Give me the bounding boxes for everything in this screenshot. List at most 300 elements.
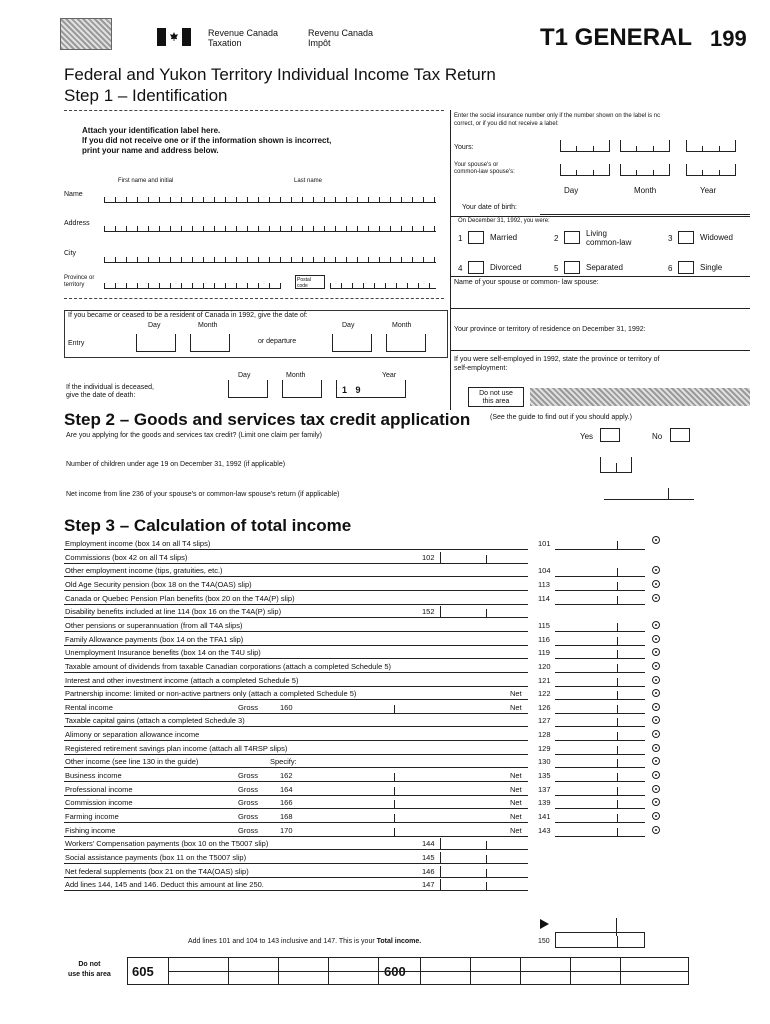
line-number: 104 <box>538 566 551 575</box>
char-tick <box>181 257 182 263</box>
agency-name-fr: Revenu Canada Impôt <box>308 28 374 48</box>
line-number: 141 <box>538 812 551 821</box>
circle-bullet-icon <box>652 757 660 765</box>
step1-title: Step 1 – Identification <box>64 86 228 105</box>
char-tick <box>214 197 215 203</box>
circle-bullet-icon <box>652 812 660 820</box>
char-tick <box>379 257 380 263</box>
line-104-amount[interactable] <box>555 565 645 577</box>
char-tick <box>401 197 402 203</box>
char-tick <box>181 226 182 232</box>
death-month-caption: Month <box>286 372 306 379</box>
char-tick <box>324 197 325 203</box>
spouse-net-income-field[interactable] <box>604 499 694 500</box>
line-number: 126 <box>538 703 551 712</box>
char-tick <box>280 197 281 203</box>
char-tick <box>429 283 430 289</box>
dob-month-caption: Month <box>634 186 657 195</box>
do-not-use-label: Do not use this area <box>468 387 524 407</box>
net-label: Net <box>510 703 522 712</box>
char-tick <box>423 226 424 232</box>
gross-line-number: 160 <box>280 703 293 712</box>
dob-year-caption: Year <box>700 186 717 195</box>
total-income-field[interactable] <box>555 932 645 948</box>
income-row-label: Other income (see line 130 in the guide) <box>64 756 528 768</box>
step3-title: Step 3 – Calculation of total income <box>64 516 352 535</box>
income-row-label: Canada or Quebec Pension Plan benefits (box 20 on the T4A(P) slip) <box>64 593 528 605</box>
gst-no-label: No <box>652 432 663 441</box>
circle-bullet-icon <box>652 785 660 793</box>
line-number: 119 <box>538 648 550 657</box>
char-tick <box>137 226 138 232</box>
char-tick <box>341 283 342 289</box>
char-tick <box>192 257 193 263</box>
spouse-sin-field-1[interactable] <box>560 164 610 176</box>
spouse-sin-label: Your spouse's or common-law spouse's: <box>454 162 515 175</box>
sin-note: Enter the social insurance number only if the number shown on the label is nc correct, or if you did not receive a label: <box>454 113 661 127</box>
char-tick <box>291 257 292 263</box>
char-tick <box>346 257 347 263</box>
line-119-amount[interactable] <box>555 647 645 659</box>
char-tick <box>396 283 397 289</box>
net-label: Net <box>510 689 522 698</box>
line-number: 116 <box>538 635 550 644</box>
postal-code-field[interactable] <box>330 288 436 289</box>
cell-divider <box>168 971 689 972</box>
char-tick <box>357 226 358 232</box>
char-tick <box>192 226 193 232</box>
char-tick <box>247 283 248 289</box>
char-tick <box>434 197 435 203</box>
char-tick <box>148 257 149 263</box>
inner-line-number: 145 <box>422 853 435 862</box>
char-tick <box>269 197 270 203</box>
char-tick <box>203 283 204 289</box>
char-tick <box>269 226 270 232</box>
name-label: Name <box>64 191 83 198</box>
marital-checkbox-married[interactable] <box>468 231 484 244</box>
address-field[interactable] <box>104 231 436 232</box>
char-tick <box>302 257 303 263</box>
city-label: City <box>64 250 77 257</box>
postal-code-caption: Postal code <box>295 275 325 289</box>
char-tick <box>702 146 703 152</box>
net-label: Net <box>510 785 522 794</box>
char-tick <box>225 257 226 263</box>
line-120-amount[interactable] <box>555 661 645 673</box>
gross-line-number: 168 <box>280 812 293 821</box>
char-tick <box>126 197 127 203</box>
deceased-label: If the individual is deceased, give the date of death: <box>66 384 154 399</box>
line-number: 121 <box>538 676 551 685</box>
gross-label: Gross <box>238 798 259 807</box>
agency-name-en: Revenue Canada Taxation <box>208 28 279 48</box>
line-130-amount[interactable] <box>555 756 645 768</box>
char-tick <box>170 226 171 232</box>
income-row-label: Partnership income: limited or non-active partners only (attach a completed Schedule 5) <box>64 688 528 700</box>
char-tick <box>379 226 380 232</box>
char-tick <box>412 197 413 203</box>
spouse-net-income-label: Net income from line 236 of your spouse's or common-law spouse's return (if applicable) <box>66 491 340 498</box>
char-tick <box>203 197 204 203</box>
income-row-label: Old Age Security pension (box 18 on the T4A(OAS) slip) <box>64 579 528 591</box>
income-row-label: Net federal supplements (box 21 on the T4A(OAS) slip) <box>64 866 528 878</box>
marital-option-number: 2 <box>554 234 559 243</box>
char-tick <box>126 257 127 263</box>
line-113-amount[interactable] <box>555 579 645 591</box>
marital-checkbox-single[interactable] <box>678 261 694 274</box>
char-tick <box>236 283 237 289</box>
char-tick <box>137 197 138 203</box>
char-tick <box>214 257 215 263</box>
char-tick <box>593 170 594 176</box>
gst-question: Are you applying for the goods and services tax credit? (Limit one claim per family) <box>66 432 323 439</box>
death-day-caption: Day <box>238 372 251 379</box>
line-116-amount[interactable] <box>555 634 645 646</box>
line-121-amount[interactable] <box>555 675 645 687</box>
char-tick <box>313 257 314 263</box>
char-tick <box>236 257 237 263</box>
income-row-label: Fishing income <box>64 825 528 837</box>
char-tick <box>357 197 358 203</box>
death-month-field[interactable] <box>282 380 322 398</box>
death-year-prefill: 1 9 <box>342 385 364 395</box>
income-row-label: Disability benefits included at line 114 (box 16 on the T4A(P) slip) <box>64 606 528 618</box>
char-tick <box>181 197 182 203</box>
char-tick <box>423 257 424 263</box>
line-number: 114 <box>538 594 550 603</box>
total-income-instruction: Add lines 101 and 104 to 143 inclusive and 147. This is your Total income. <box>188 938 422 945</box>
char-tick <box>280 283 281 289</box>
inner-line-number: 147 <box>422 880 435 889</box>
income-row-label: Workers' Compensation payments (box 10 on the T5007 slip) <box>64 838 528 850</box>
office-code-605: 605 <box>132 964 154 979</box>
line-137-amount[interactable] <box>555 784 645 796</box>
char-tick <box>702 170 703 176</box>
char-tick <box>148 283 149 289</box>
char-tick <box>434 257 435 263</box>
income-row-label: Interest and other investment income (attach a completed Schedule 5) <box>64 675 528 687</box>
gst-yes-label: Yes <box>580 432 594 441</box>
marital-option-number: 5 <box>554 264 559 273</box>
circle-bullet-icon <box>652 716 660 724</box>
char-tick <box>104 283 105 289</box>
self-employment-label: If you were self-employed in 1992, state the province or territory of self-employment: <box>454 356 660 372</box>
char-tick <box>148 197 149 203</box>
gross-label: Gross <box>238 826 259 835</box>
income-row-label: Other employment income (tips, gratuities, etc.) <box>64 565 528 577</box>
line-127-amount[interactable] <box>555 715 645 727</box>
form-code: T1 GENERAL <box>540 24 693 51</box>
char-tick <box>192 197 193 203</box>
char-tick <box>148 226 149 232</box>
line-101-amount[interactable] <box>555 538 645 550</box>
income-row-label: Professional income <box>64 784 528 796</box>
spouse-sin-field-2[interactable] <box>620 164 670 176</box>
line-129-amount[interactable] <box>555 743 645 755</box>
marital-option-label: Widowed <box>700 233 733 242</box>
char-tick <box>434 226 435 232</box>
income-row-label: Taxable capital gains (attach a completed Schedule 3) <box>64 715 528 727</box>
gross-amount-divider <box>394 800 395 809</box>
circle-bullet-icon <box>652 689 660 697</box>
char-tick <box>346 226 347 232</box>
spouse-sin-field-3[interactable] <box>686 164 736 176</box>
name-field[interactable] <box>104 202 436 203</box>
office-code-600: 600 <box>384 964 406 979</box>
char-tick <box>115 257 116 263</box>
char-tick <box>291 197 292 203</box>
line-143-amount[interactable] <box>555 825 645 837</box>
income-row-label: Other pensions or superannuation (from all T4A slips) <box>64 620 528 632</box>
city-field[interactable] <box>104 262 436 263</box>
children-label: Number of children under age 19 on December 31, 1992 (if applicable) <box>66 461 286 468</box>
char-tick <box>593 146 594 152</box>
char-tick <box>324 257 325 263</box>
line-114-amount[interactable] <box>555 593 645 605</box>
char-tick <box>225 283 226 289</box>
circle-bullet-icon <box>652 621 660 629</box>
char-tick <box>636 146 637 152</box>
circle-bullet-icon <box>652 771 660 779</box>
gross-line-number: 162 <box>280 771 293 780</box>
line-number: 137 <box>538 785 551 794</box>
char-tick <box>247 257 248 263</box>
net-label: Net <box>510 798 522 807</box>
line-141-amount[interactable] <box>555 811 645 823</box>
step2-title: Step 2 – Goods and services tax credit application <box>64 410 471 429</box>
income-row-label: Commission income <box>64 797 528 809</box>
marital-checkbox-divorced[interactable] <box>468 261 484 274</box>
char-tick <box>335 257 336 263</box>
label-barcode-area <box>60 18 112 50</box>
line-115-amount[interactable] <box>555 620 645 632</box>
marital-option-number: 6 <box>668 264 673 273</box>
gross-line-number: 170 <box>280 826 293 835</box>
gross-label: Gross <box>238 771 259 780</box>
departure-day-field[interactable] <box>332 334 372 352</box>
line-number: 122 <box>538 689 551 698</box>
gross-line-number: 166 <box>280 798 293 807</box>
char-tick <box>374 283 375 289</box>
char-tick <box>302 226 303 232</box>
line-146-amount[interactable] <box>440 866 502 878</box>
departure-month-field[interactable] <box>386 334 426 352</box>
province-residence-label: Your province or territory of residence on December 31, 1992: <box>454 326 646 333</box>
gross-label: Gross <box>238 703 259 712</box>
line-number: 139 <box>538 798 551 807</box>
circle-bullet-icon <box>652 580 660 588</box>
your-sin-field-1[interactable] <box>560 140 610 152</box>
char-tick <box>363 283 364 289</box>
char-tick <box>412 257 413 263</box>
entry-month-field[interactable] <box>190 334 230 352</box>
circle-bullet-icon <box>652 826 660 834</box>
char-tick <box>346 197 347 203</box>
dob-label: Your date of birth: <box>462 204 518 211</box>
marital-status-question: On December 31, 1992, you were: <box>458 218 550 224</box>
canada-flag-logo <box>157 28 191 46</box>
line-122-amount[interactable] <box>555 688 645 700</box>
residency-question: If you became or ceased to be a resident of Canada in 1992, give the date of: <box>68 312 308 319</box>
char-tick <box>236 197 237 203</box>
char-tick <box>203 226 204 232</box>
address-label: Address <box>64 220 90 227</box>
gross-line-number: 164 <box>280 785 293 794</box>
char-tick <box>423 197 424 203</box>
line-152-amount[interactable] <box>440 606 502 618</box>
char-tick <box>115 197 116 203</box>
inner-line-number: 152 <box>422 607 435 616</box>
line-number: 120 <box>538 662 551 671</box>
char-tick <box>576 170 577 176</box>
char-tick <box>247 226 248 232</box>
char-tick <box>352 283 353 289</box>
char-tick <box>192 283 193 289</box>
gst-no-checkbox[interactable] <box>670 428 690 442</box>
char-tick <box>313 226 314 232</box>
departure-month-caption: Month <box>392 322 412 329</box>
circle-bullet-icon <box>652 676 660 684</box>
char-tick <box>115 283 116 289</box>
marital-option-label: Separated <box>586 263 623 272</box>
char-tick <box>159 257 160 263</box>
your-sin-label: Yours: <box>454 144 474 151</box>
char-tick <box>653 146 654 152</box>
char-tick <box>225 226 226 232</box>
marital-checkbox-living[interactable] <box>564 231 580 244</box>
char-tick <box>170 283 171 289</box>
net-label: Net <box>510 812 522 821</box>
office-use-block <box>530 388 750 406</box>
char-tick <box>357 257 358 263</box>
entry-month-caption: Month <box>198 322 218 329</box>
departure-day-caption: Day <box>342 322 355 329</box>
spouse-name-label: Name of your spouse or common- law spouse: <box>454 279 599 286</box>
marital-option-label: Single <box>700 263 723 272</box>
inner-line-number: 102 <box>422 553 435 562</box>
char-tick <box>576 146 577 152</box>
circle-bullet-icon <box>652 536 660 544</box>
char-tick <box>719 170 720 176</box>
marital-option-label2: common-law <box>586 238 632 247</box>
marital-option-number: 4 <box>458 264 463 273</box>
entry-day-field[interactable] <box>136 334 176 352</box>
gross-amount-divider <box>394 705 395 714</box>
marital-option-label: Divorced <box>490 263 522 272</box>
income-row-label: Social assistance payments (box 11 on the T5007 slip) <box>64 852 528 864</box>
circle-bullet-icon <box>652 662 660 670</box>
inner-line-number: 146 <box>422 867 435 876</box>
line-147-amount[interactable] <box>440 879 502 891</box>
line-number: 143 <box>538 826 551 835</box>
char-tick <box>390 197 391 203</box>
circle-bullet-icon <box>652 798 660 806</box>
gross-amount-divider <box>394 787 395 796</box>
departure-label: or departure <box>258 338 297 345</box>
char-tick <box>258 197 259 203</box>
income-row-label: Business income <box>64 770 528 782</box>
char-tick <box>104 197 105 203</box>
your-sin-field-3[interactable] <box>686 140 736 152</box>
line-102-amount[interactable] <box>440 552 502 564</box>
line-126-amount[interactable] <box>555 702 645 714</box>
char-tick <box>269 257 270 263</box>
char-tick <box>401 257 402 263</box>
char-tick <box>412 226 413 232</box>
line-145-amount[interactable] <box>440 852 502 864</box>
income-row-label: Commissions (box 42 on all T4 slips) <box>64 552 528 564</box>
circle-bullet-icon <box>652 648 660 656</box>
char-tick <box>137 283 138 289</box>
char-tick <box>104 226 105 232</box>
net-label: Net <box>510 771 522 780</box>
line-number: 129 <box>538 744 551 753</box>
marital-checkbox-widowed[interactable] <box>678 231 694 244</box>
line-number: 130 <box>538 757 551 766</box>
char-tick <box>385 283 386 289</box>
marital-option-label: Married <box>490 233 518 242</box>
circle-bullet-icon <box>652 566 660 574</box>
char-tick <box>390 226 391 232</box>
char-tick <box>636 170 637 176</box>
char-tick <box>401 226 402 232</box>
dob-field[interactable] <box>540 214 750 215</box>
char-tick <box>418 283 419 289</box>
char-tick <box>407 283 408 289</box>
income-row-label: Farming income <box>64 811 528 823</box>
gross-amount-divider <box>394 814 395 823</box>
entry-label: Entry <box>68 340 85 347</box>
char-tick <box>126 226 127 232</box>
line-139-amount[interactable] <box>555 797 645 809</box>
income-row-label: Taxable amount of dividends from taxable Canadian corporations (attach a completed Schedule 5) <box>64 661 528 673</box>
char-tick <box>324 226 325 232</box>
income-row-label: Unemployment Insurance benefits (box 14 on the T4U slip) <box>64 647 528 659</box>
death-day-field[interactable] <box>228 380 268 398</box>
entry-day-caption: Day <box>148 322 161 329</box>
line-135-amount[interactable] <box>555 770 645 782</box>
line-144-amount[interactable] <box>440 838 502 850</box>
income-row-label: Alimony or separation allowance income <box>64 729 528 741</box>
char-tick <box>159 226 160 232</box>
line-number: 113 <box>538 580 550 589</box>
char-tick <box>280 257 281 263</box>
char-tick <box>335 226 336 232</box>
your-sin-field-2[interactable] <box>620 140 670 152</box>
inner-line-number: 144 <box>422 839 435 848</box>
char-tick <box>159 197 160 203</box>
gross-label: Gross <box>238 812 259 821</box>
line-128-amount[interactable] <box>555 729 645 741</box>
gst-yes-checkbox[interactable] <box>600 428 620 442</box>
last-name-caption: Last name <box>294 178 323 184</box>
arrow-icon <box>540 919 549 929</box>
gross-amount-divider <box>394 773 395 782</box>
circle-bullet-icon <box>652 730 660 738</box>
marital-option-number: 3 <box>668 234 673 243</box>
line-number: 135 <box>538 771 551 780</box>
income-row-label: Family Allowance payments (box 14 on the TFA1 slip) <box>64 634 528 646</box>
char-tick <box>236 226 237 232</box>
province-label: Province or territory <box>64 275 95 288</box>
char-tick <box>258 257 259 263</box>
footer-do-not-use: Do not use this area <box>68 961 111 978</box>
char-tick <box>214 226 215 232</box>
net-label: Net <box>510 826 522 835</box>
marital-checkbox-separated[interactable] <box>564 261 580 274</box>
char-tick <box>269 283 270 289</box>
